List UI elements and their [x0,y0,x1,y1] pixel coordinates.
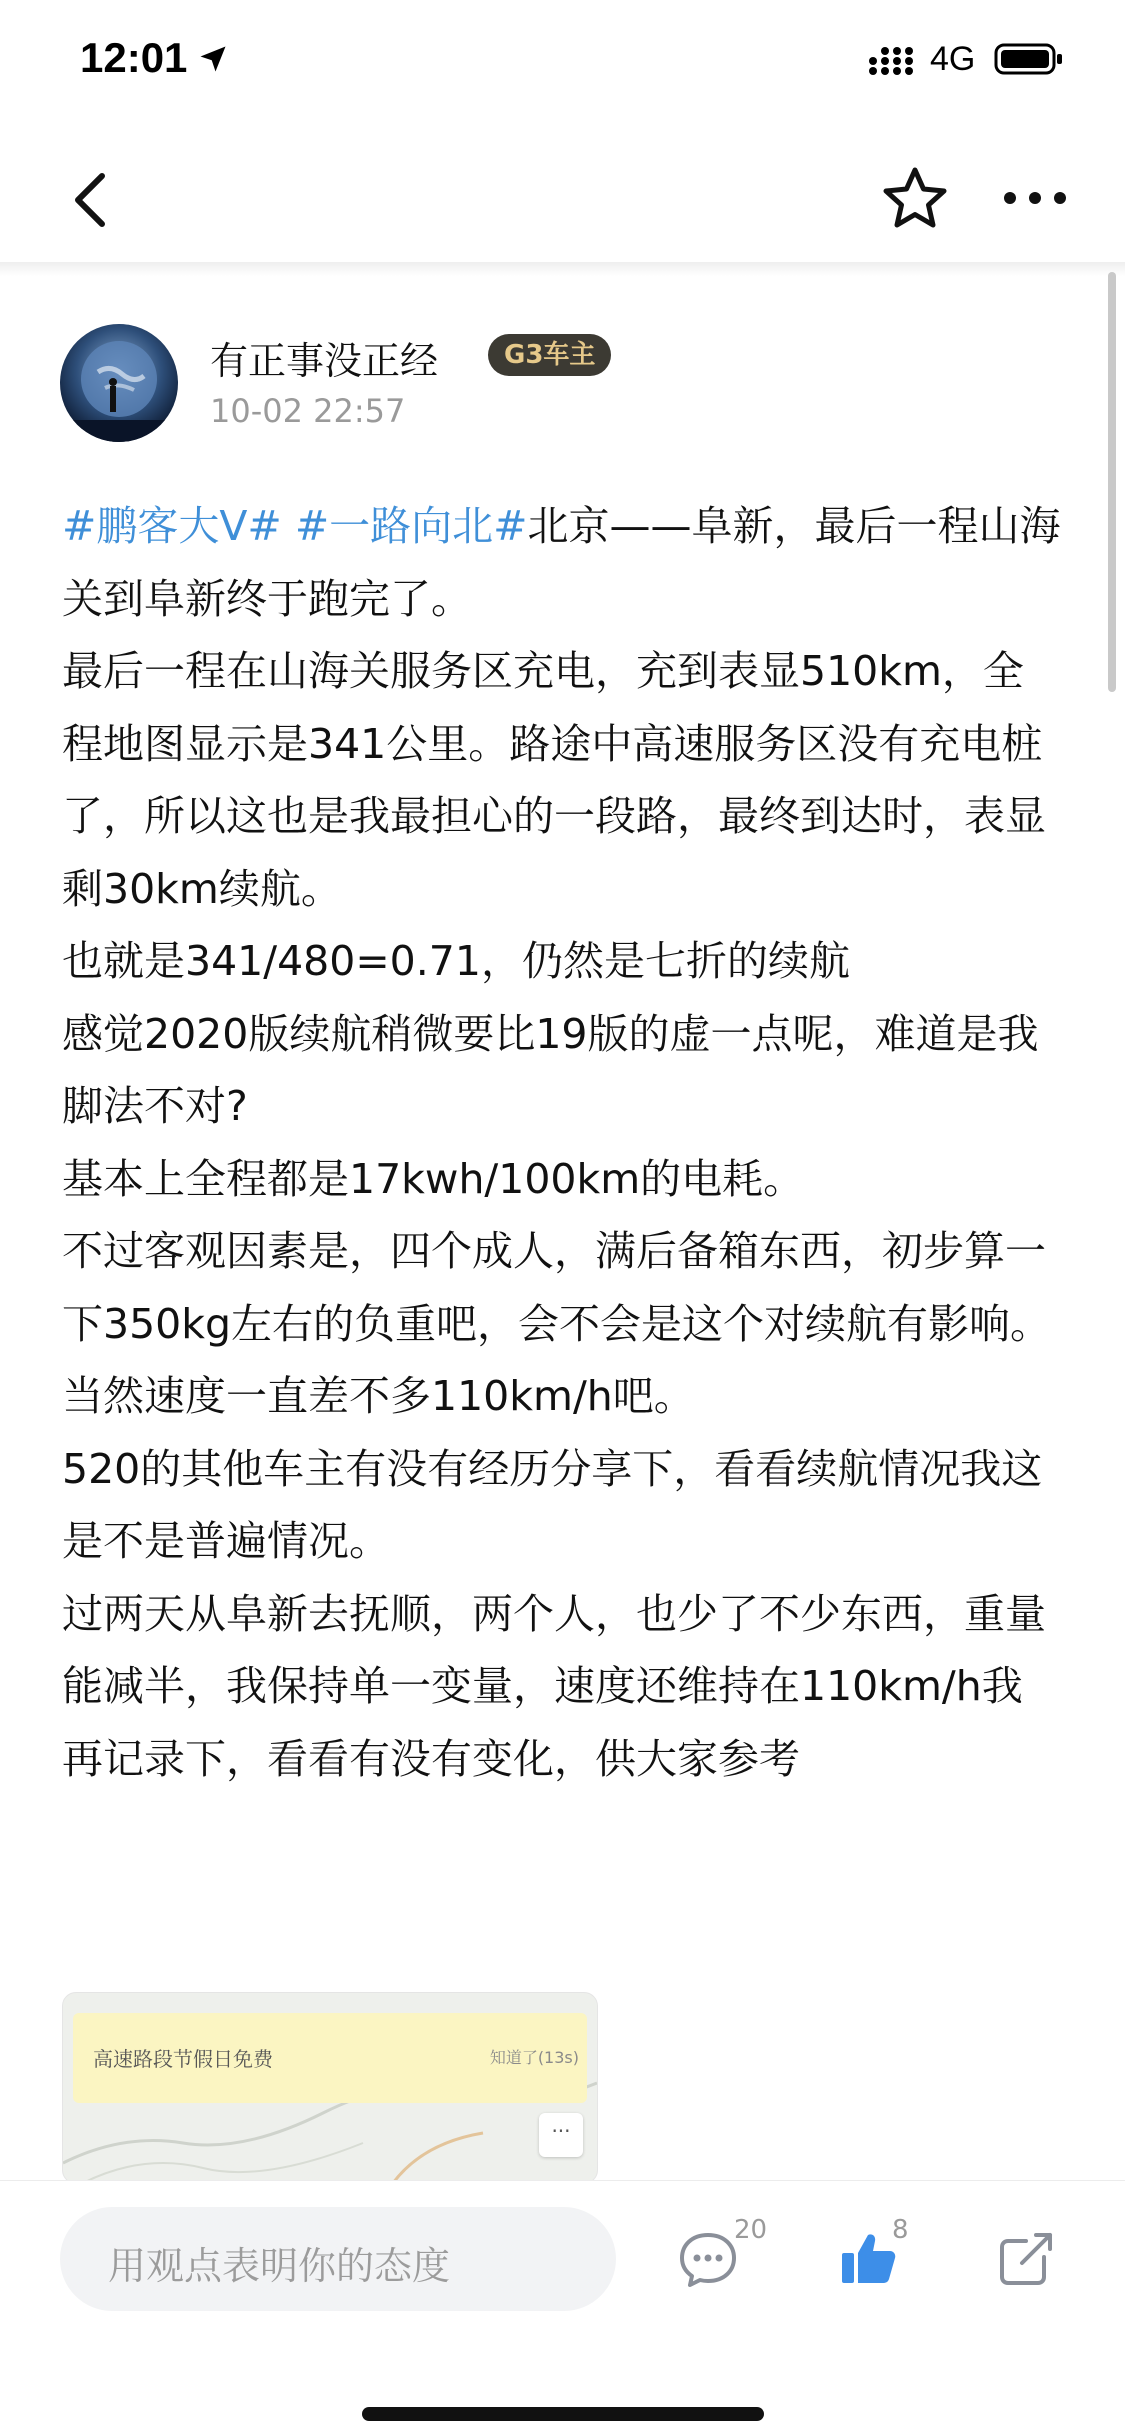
like-count: 8 [892,2215,909,2245]
comment-count: 20 [734,2215,768,2245]
location-arrow-icon [198,44,228,74]
nav-divider [0,262,1125,276]
post-paragraph: 最后一程在山海关服务区充电，充到表显510km，全程地图显示是341公里。路途中高速服务区没有充电桩了，所以这也是我最担心的一段路，最终到达时，表显剩30km续航。 [62,647,1046,913]
post-paragraph: 过两天从阜新去抚顺，两个人，也少了不少东西，重量能减半，我保持单一变量，速度还维持在110km/h我再记录下，看看有没有变化，供大家参考 [62,1589,1046,1783]
map-banner-dismiss-button: 知道了(13s) [489,2048,579,2067]
topic-tag[interactable]: #鹏客大V# [62,502,282,550]
owner-badge: G3车主 [488,334,611,376]
battery-icon [994,42,1064,76]
home-indicator[interactable] [362,2407,764,2421]
back-arrow-icon[interactable] [62,168,122,232]
status-time: 12:01 [80,34,188,81]
post-first-paragraph [62,490,1062,635]
post-time: 10-02 22:57 [210,392,406,430]
network-type: 4G [930,40,976,78]
share-icon[interactable] [994,2227,1058,2291]
map-image[interactable] [62,1992,598,2184]
topic-tag[interactable]: #一路向北# [294,502,528,550]
post-intro: 北京——阜新，最后一程山海关到阜新终于跑完了。 [62,502,1061,623]
comment-input[interactable] [60,2207,616,2311]
bottom-action-bar [0,2180,1125,2436]
avatar[interactable] [60,324,178,442]
map-banner [73,2013,587,2103]
star-icon[interactable] [880,164,950,234]
nav-bar [0,140,1125,260]
status-bar [0,0,1125,120]
more-icon[interactable] [1000,180,1070,216]
author-name[interactable]: 有正事没正经 [210,339,439,383]
post-paragraph: 也就是341/480=0.71，仍然是七折的续航 [62,937,850,985]
comment-placeholder: 用观点表明你的态度 [108,2244,451,2288]
post-paragraph: 520的其他车主有没有经历分享下，看看续航情况我这是不是普遍情况。 [62,1444,1043,1565]
like-icon[interactable] [836,2227,900,2291]
map-menu-button: ··· [539,2113,583,2157]
post-paragraph: 不过客观因素是，四个成人，满后备箱东西，初步算一下350kg左右的负重吧，会不会是这个对续航有影响。当然速度一直差不多110km/h吧。 [62,1227,1052,1420]
map-banner-text: 高速路段节假日免费 [93,2047,273,2071]
comment-icon[interactable] [676,2227,740,2291]
post-content [62,490,1062,1795]
post-paragraph: 感觉2020版续航稍微要比19版的虚一点呢，难道是我脚法不对? [62,1009,1039,1130]
signal-icon [868,46,918,76]
post-paragraph: 基本上全程都是17kwh/100km的电耗。 [62,1154,805,1203]
scrollbar[interactable] [1108,272,1116,692]
